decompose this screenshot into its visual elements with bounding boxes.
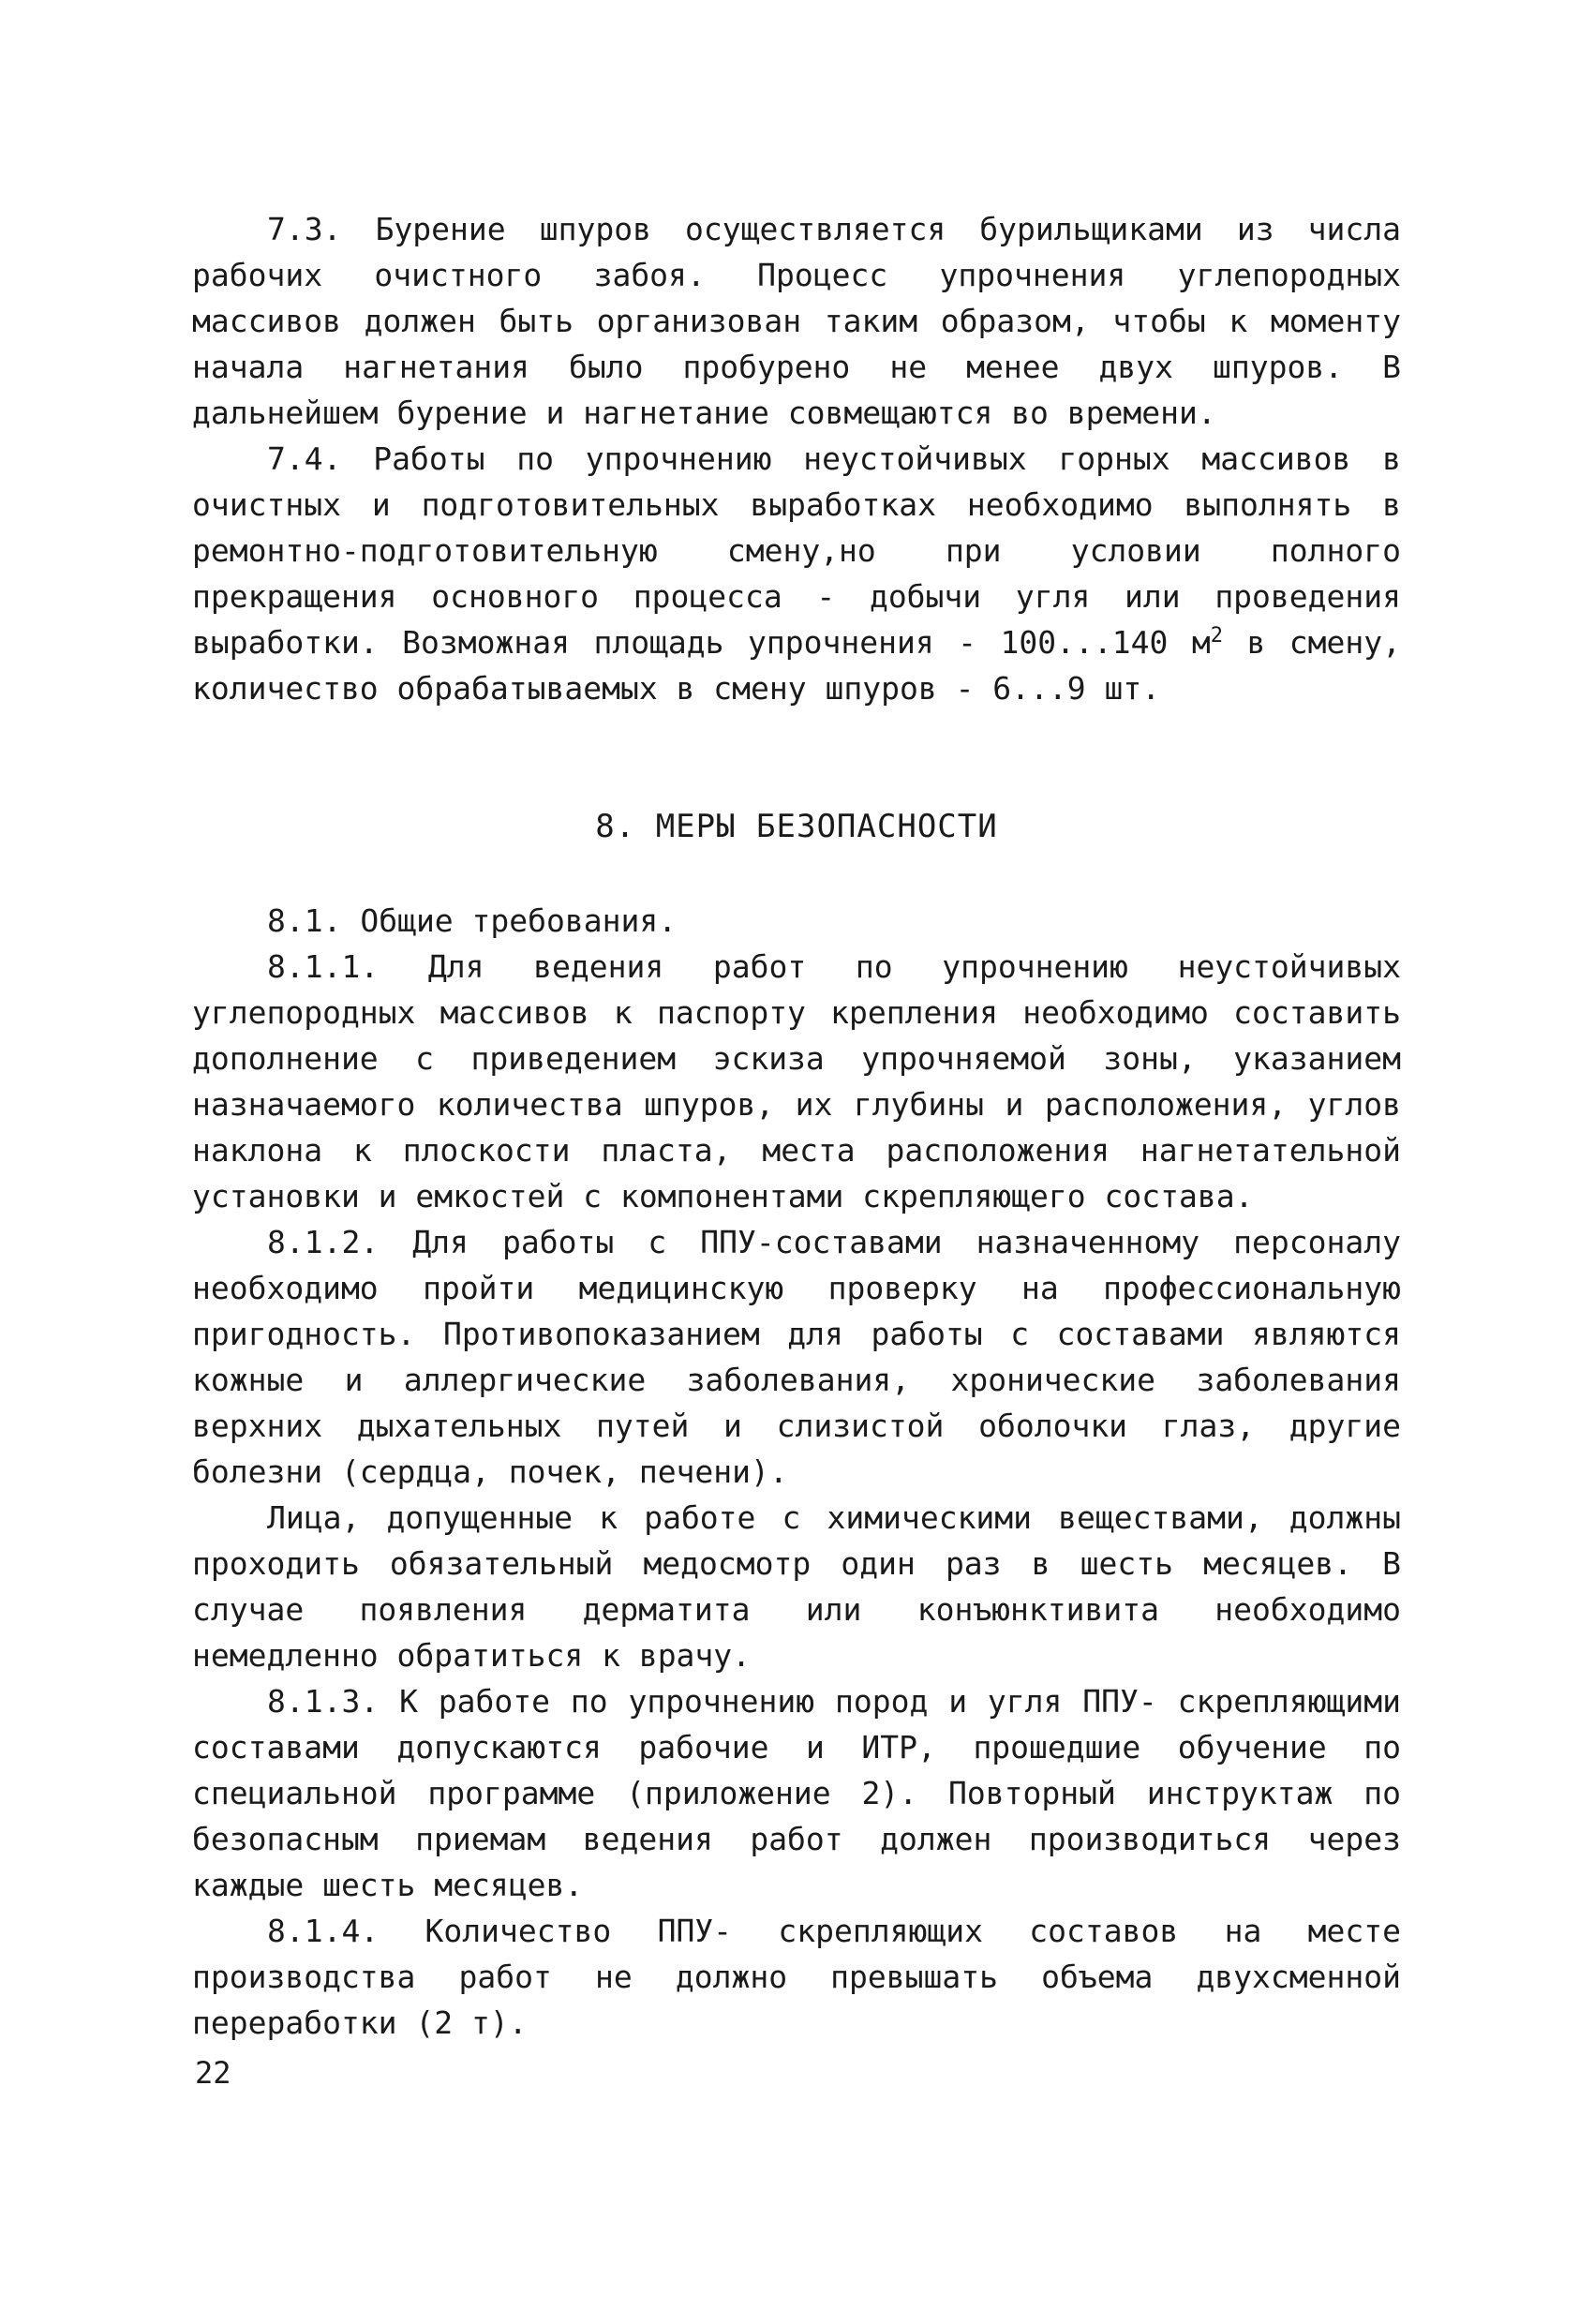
paragraph-7-4 bbox=[192, 436, 1401, 711]
paragraph-8-1: 8.1. Общие требования. bbox=[267, 902, 678, 939]
area-unit-superscript: 2 bbox=[1210, 624, 1223, 648]
paragraph-8-1-1: 8.1.1. Для ведения работ по упрочнению неустойчивых углепородных массивов к паспорту крепления необходимо составить дополнение с приведением эскиза упрочняемой зоны, указанием назначаемого количества шпуров, их глубины и расположения, углов наклона к плоскости пласта, места расположения нагнетательной установки и емкостей с компонентами скрепляющего состава. bbox=[192, 948, 1401, 1214]
section-7-text bbox=[192, 206, 1401, 711]
paragraph-7-4-text: 7.4. Работы по упрочнению неустойчивых горных массивов в очистных и подготовительных выработках необходимо выполнять в ремонтно-подготовительную смену,но при условии полного прекращения основного процесса - добычи угля или проведения выработки. Возможная площадь упрочнения - 100...140 м bbox=[192, 440, 1401, 661]
paragraph-persons: Лица, допущенные к работе с химическими веществами, должны проходить обязательный медосмотр один раз в шесть месяцев. В случае появления дерматита или конъюнктивита необходимо немедленно обратиться к врачу. bbox=[192, 1499, 1401, 1674]
paragraph-8-1-4: 8.1.4. Количество ППУ- скрепляющих составов на месте производства работ не должно превышать объема двухсменной переработки (2 т). bbox=[192, 1913, 1401, 2041]
page-number: 22 bbox=[195, 2055, 231, 2091]
paragraph-8-1-2: 8.1.2. Для работы с ППУ-составами назначенному персоналу необходимо пройти медицинскую проверку на профессиональную пригодность. Противопоказанием для работы с составами являются кожные и аллергические заболевания, хронические заболевания верхних дыхательных путей и слизистой оболочки глаз, другие болезни (сердца, почек, печени). bbox=[192, 1224, 1401, 1490]
section-8-text bbox=[192, 898, 1401, 2046]
paragraph-7-4-text-end: в смену, количество обрабатываемых в смену шпуров - 6...9 шт. bbox=[192, 624, 1401, 707]
paragraph-8-1-3: 8.1.3. К работе по упрочнению пород и угля ППУ- скрепляющими составами допускаются рабочие и ИТР, прошедшие обучение по специальной программе (приложение 2). Повторный инструктаж по безопасным приемам ведения работ должен производиться через каждые шесть месяцев. bbox=[192, 1683, 1401, 1903]
paragraph-7-3: 7.3. Бурение шпуров осуществляется бурильщиками из числа рабочих очистного забоя. Процесс упрочнения углепородных массивов должен быть организован таким образом, чтобы к моменту начала нагнетания было пробурено не менее двух шпуров. В дальнейшем бурение и нагнетание совмещаются во времени. bbox=[192, 211, 1401, 431]
section-8-heading: 8. МЕРЫ БЕЗОПАСНОСТИ bbox=[595, 808, 998, 845]
